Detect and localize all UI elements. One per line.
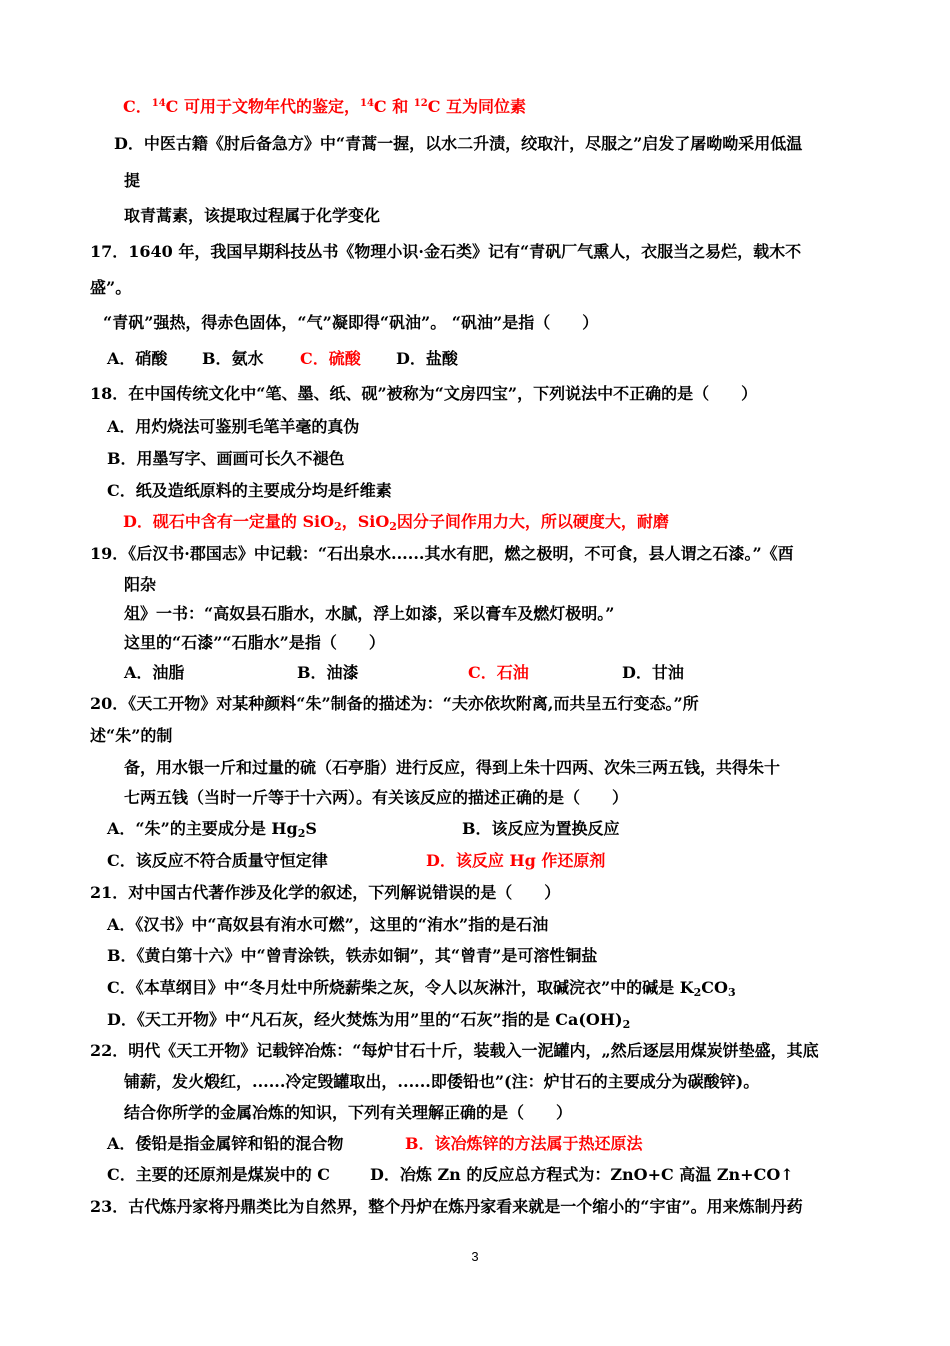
q19-option-b: B．油漆 — [297, 663, 359, 682]
q22-stem-line1: 22．明代《天工开物》记载锌冶炼：“每炉甘石十斤，装载入一泥罐内，„然后逐层用煤炭饼垫盛，其底 — [90, 1041, 819, 1060]
q17-option-d: D．盐酸 — [396, 349, 458, 368]
q21-stem: 21．对中国古代著作涉及化学的叙述，下列解说错误的是（ ） — [90, 883, 561, 902]
q20-option-b: B．该反应为置换反应 — [462, 819, 620, 838]
q18-stem: 18．在中国传统文化中“笔、墨、纸、砚”被称为“文房四宝”，下列说法中不正确的是（ ） — [90, 384, 758, 403]
q17-option-a: A．硝酸 — [107, 349, 168, 368]
q16-option-d-line1: D．中医古籍《肘后备急方》中“青蒿一握，以水二升渍，绞取汁，尽服之”启发了屠呦呦采用低温 — [114, 134, 803, 153]
q21-option-a: A．《汉书》中“高奴县有洧水可燃”，这里的“洧水”指的是石油 — [107, 915, 549, 934]
q20-stem-line4: 七两五钱（当时一斤等于十六两）。有关该反应的描述正确的是（ ） — [124, 788, 629, 807]
q21-option-d: D．《天工开物》中“凡石灰，经火焚炼为用”里的“石灰”指的是 $Ca(OH)_2$ — [107, 1010, 631, 1031]
q20-stem-line1: 20．《天工开物》对某种颜料“朱”制备的描述为：“夫亦依坎附离,而共呈五行变态。”所 — [90, 694, 699, 713]
q19-option-c: C．石油 — [468, 663, 529, 682]
q20-option-a: A．“朱”的主要成分是 $Hg_2S$ — [107, 819, 317, 840]
q21-option-b: B．《黄白第十六》中“曾青涂铁，铁赤如铜”，其“曾青”是可溶性铜盐 — [107, 946, 598, 965]
q16-option-c: C．$^{14}$C 可用于文物年代的鉴定，$^{14}$C 和 $^{12}$C 互为同位素 — [123, 97, 527, 116]
q22-option-c: C．主要的还原剂是煤炭中的 C — [107, 1165, 331, 1184]
q22-option-b: B．该冶炼锌的方法属于热还原法 — [405, 1134, 643, 1153]
q16-option-d-line3: 取青蒿素，该提取过程属于化学变化 — [124, 206, 381, 225]
q22-stem-line2: 铺薪，发火煅红，......冷定毁罐取出，......即倭铅也”(注：炉甘石的主要成分为碳酸锌)。 — [124, 1072, 760, 1091]
q19-stem-line2: 阳杂 — [124, 575, 157, 594]
q19-stem-line1: 19．《后汉书·郡国志》中记载：“石出泉水......其水有肥，燃之极明，不可食，县人谓之石漆。”《酉 — [90, 544, 794, 563]
q20-option-d: D．该反应 Hg 作还原剂 — [426, 851, 606, 870]
page-number: 3 — [471, 1249, 479, 1264]
q16-option-d-line2: 提 — [124, 171, 141, 190]
q18-option-a: A．用灼烧法可鉴别毛笔羊毫的真伪 — [107, 417, 360, 436]
q22-option-a: A．倭铅是指金属锌和铅的混合物 — [107, 1134, 344, 1153]
q23-stem-line1: 23．古代炼丹家将丹鼎类比为自然界，整个丹炉在炼丹家看来就是一个缩小的“宇宙”。用来炼制丹药 — [90, 1197, 803, 1216]
q19-option-d: D．甘油 — [622, 663, 684, 682]
q17-stem-line1: 17．1640 年，我国早期科技丛书《物理小识·金石类》记有“青矾厂气熏人，衣服当之易烂，载木不 — [90, 242, 802, 261]
q17-stem-line3: “青矾”强热，得赤色固体，“气”凝即得“矾油”。 “矾油”是指（ ） — [103, 313, 599, 332]
q18-option-d: D．砚石中含有一定量的 SiO$_2$，SiO$_2$因分子间作用力大，所以硬度大，耐磨 — [123, 512, 669, 533]
q19-option-a: A．油脂 — [124, 663, 185, 682]
q17-option-b: B．氨水 — [202, 349, 264, 368]
q20-stem-line3: 备，用水银一斤和过量的硫（石亭脂）进行反应，得到上朱十四两、次朱三两五钱，共得朱十 — [124, 758, 781, 777]
q18-option-b: B．用墨写字、画画可长久不褪色 — [107, 449, 345, 468]
q19-stem-line3: 俎》一书：“高奴县石脂水，水腻，浮上如漆，采以膏车及燃灯极明。” — [124, 604, 615, 623]
q17-stem-line2: 盛”。 — [90, 278, 132, 297]
q18-option-c: C．纸及造纸原料的主要成分均是纤维素 — [107, 481, 392, 500]
q22-stem-line3: 结合你所学的金属冶炼的知识，下列有关理解正确的是（ ） — [124, 1103, 573, 1122]
q21-option-c: C．《本草纲目》中“冬月灶中所烧薪柴之灰，令人以灰淋汁，取碱浣衣”中的碱是 $K_2CO_3$ — [107, 978, 736, 999]
q22-option-d: D．冶炼 Zn 的反应总方程式为：ZnO+C 高温 Zn+CO↑ — [370, 1165, 794, 1184]
q19-stem-line4: 这里的“石漆”“石脂水”是指（ ） — [124, 633, 385, 652]
q20-stem-line2: 述“朱”的制 — [90, 726, 173, 745]
q20-option-c: C．该反应不符合质量守恒定律 — [107, 851, 328, 870]
q17-option-c: C．硫酸 — [300, 349, 361, 368]
